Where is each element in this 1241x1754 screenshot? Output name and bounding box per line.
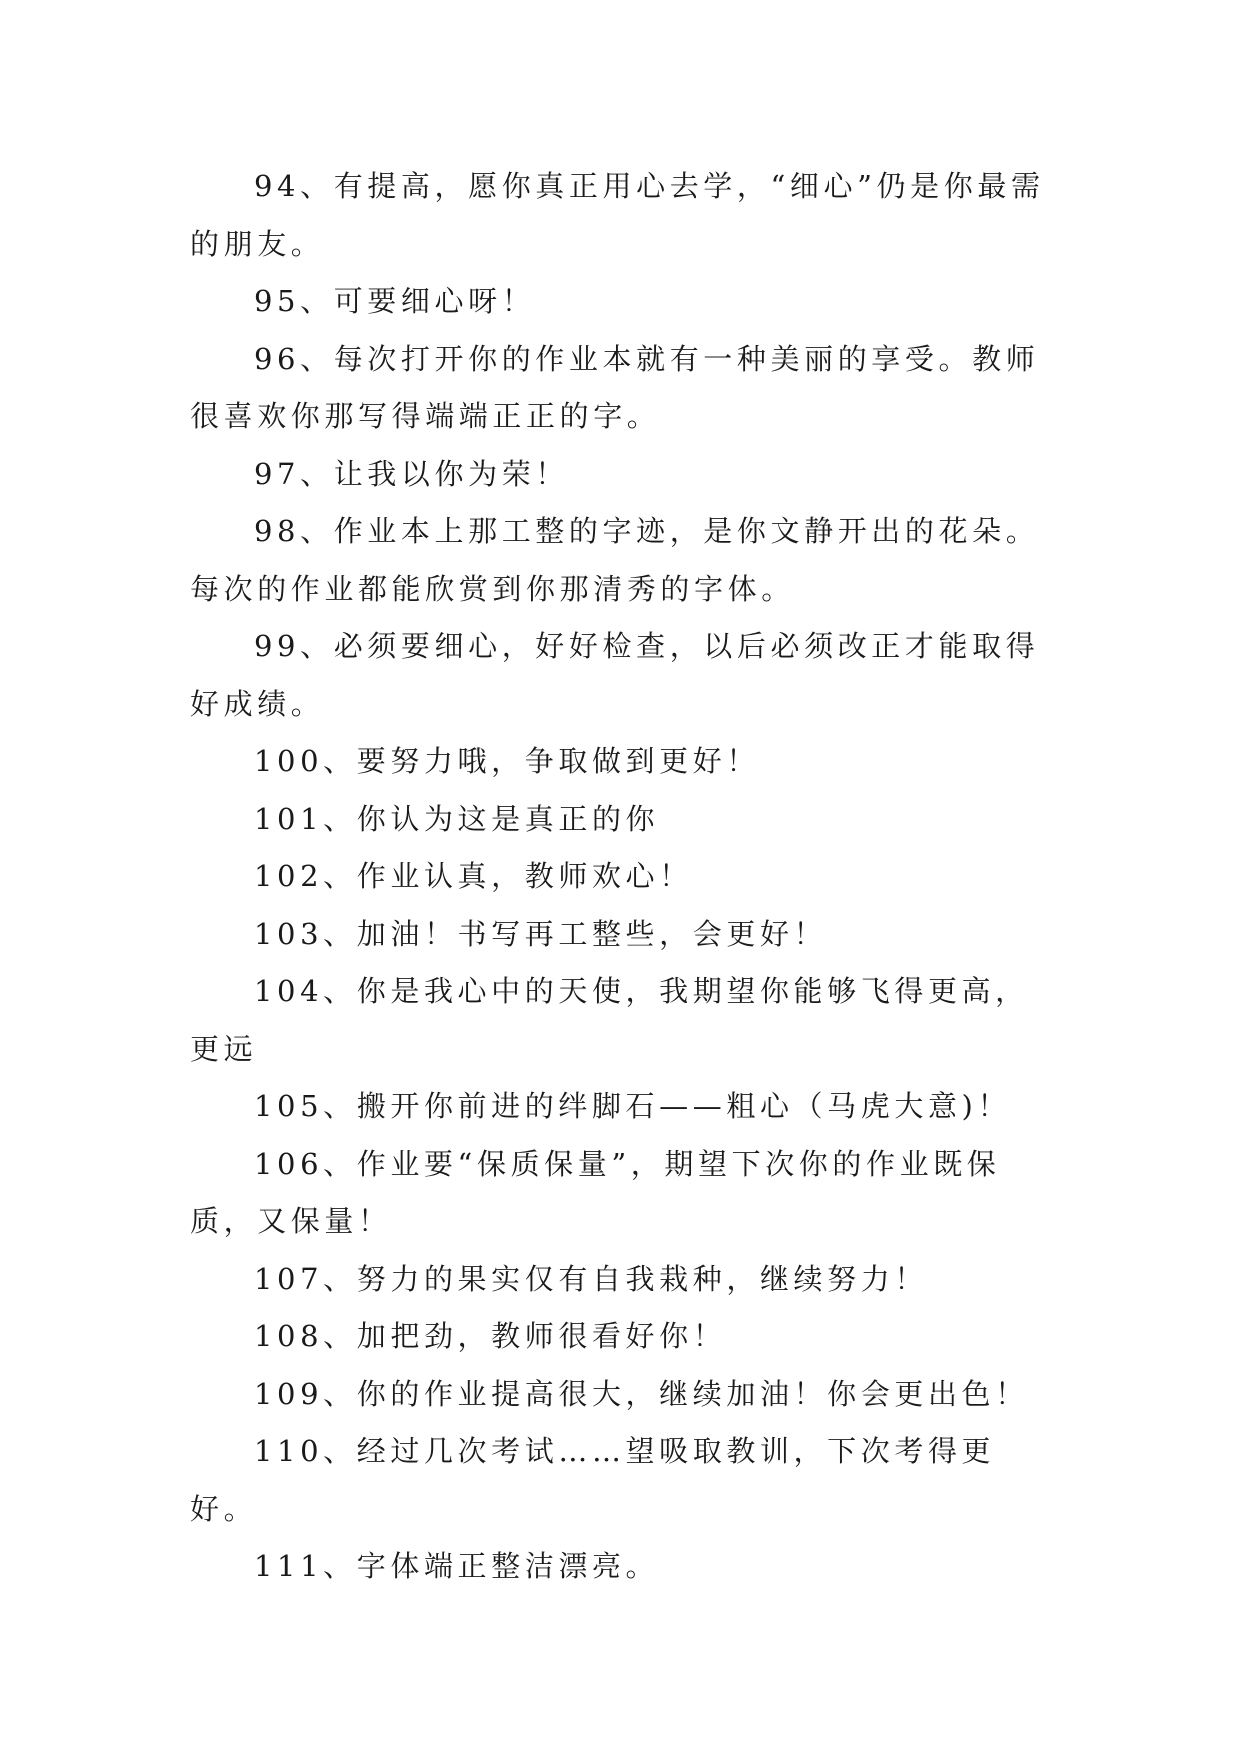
list-item: 102、作业认真，教师欢心！	[254, 859, 693, 893]
comment-list	[190, 158, 1050, 1596]
list-item: 97、让我以你为荣！	[254, 456, 569, 491]
list-item: 109、你的作业提高很大，继续加油！你会更出色！	[254, 1376, 1029, 1411]
list-item: 103、加油！书写再工整些，会更好！	[254, 916, 828, 951]
list-item: 111、字体端正整洁漂亮。	[254, 1549, 660, 1583]
list-item: 99、必须要细心，好好检查，以后必须改正才能取得好成绩。	[190, 629, 1040, 721]
list-item: 95、可要细心呀！	[254, 284, 536, 318]
list-item: 105、搬开你前进的绊脚石——粗心（马虎大意)！	[254, 1089, 1012, 1123]
list-item: 107、努力的果实仅有自我栽种，继续努力！	[254, 1261, 928, 1296]
list-item: 98、作业本上那工整的字迹，是你文静开出的花朵。每次的作业都能欣赏到你那清秀的字体。	[190, 514, 1040, 606]
list-item: 104、你是我心中的天使，我期望你能够飞得更高，更远	[190, 974, 1029, 1066]
list-item: 101、你认为这是真正的你	[254, 801, 660, 836]
list-item: 108、加把劲，教师很看好你！	[254, 1319, 727, 1353]
list-item: 110、经过几次考试……望吸取教训，下次考得更好。	[190, 1434, 996, 1526]
list-item: 94、有提高，愿你真正用心去学，“细心”仍是你最需的朋友。	[190, 169, 1045, 261]
list-item: 106、作业要“保质保量”，期望下次你的作业既保质，又保量！	[190, 1146, 1001, 1238]
list-item: 100、要努力哦，争取做到更好！	[254, 744, 760, 778]
list-item: 96、每次打开你的作业本就有一种美丽的享受。教师很喜欢你那写得端端正正的字。	[190, 341, 1040, 433]
